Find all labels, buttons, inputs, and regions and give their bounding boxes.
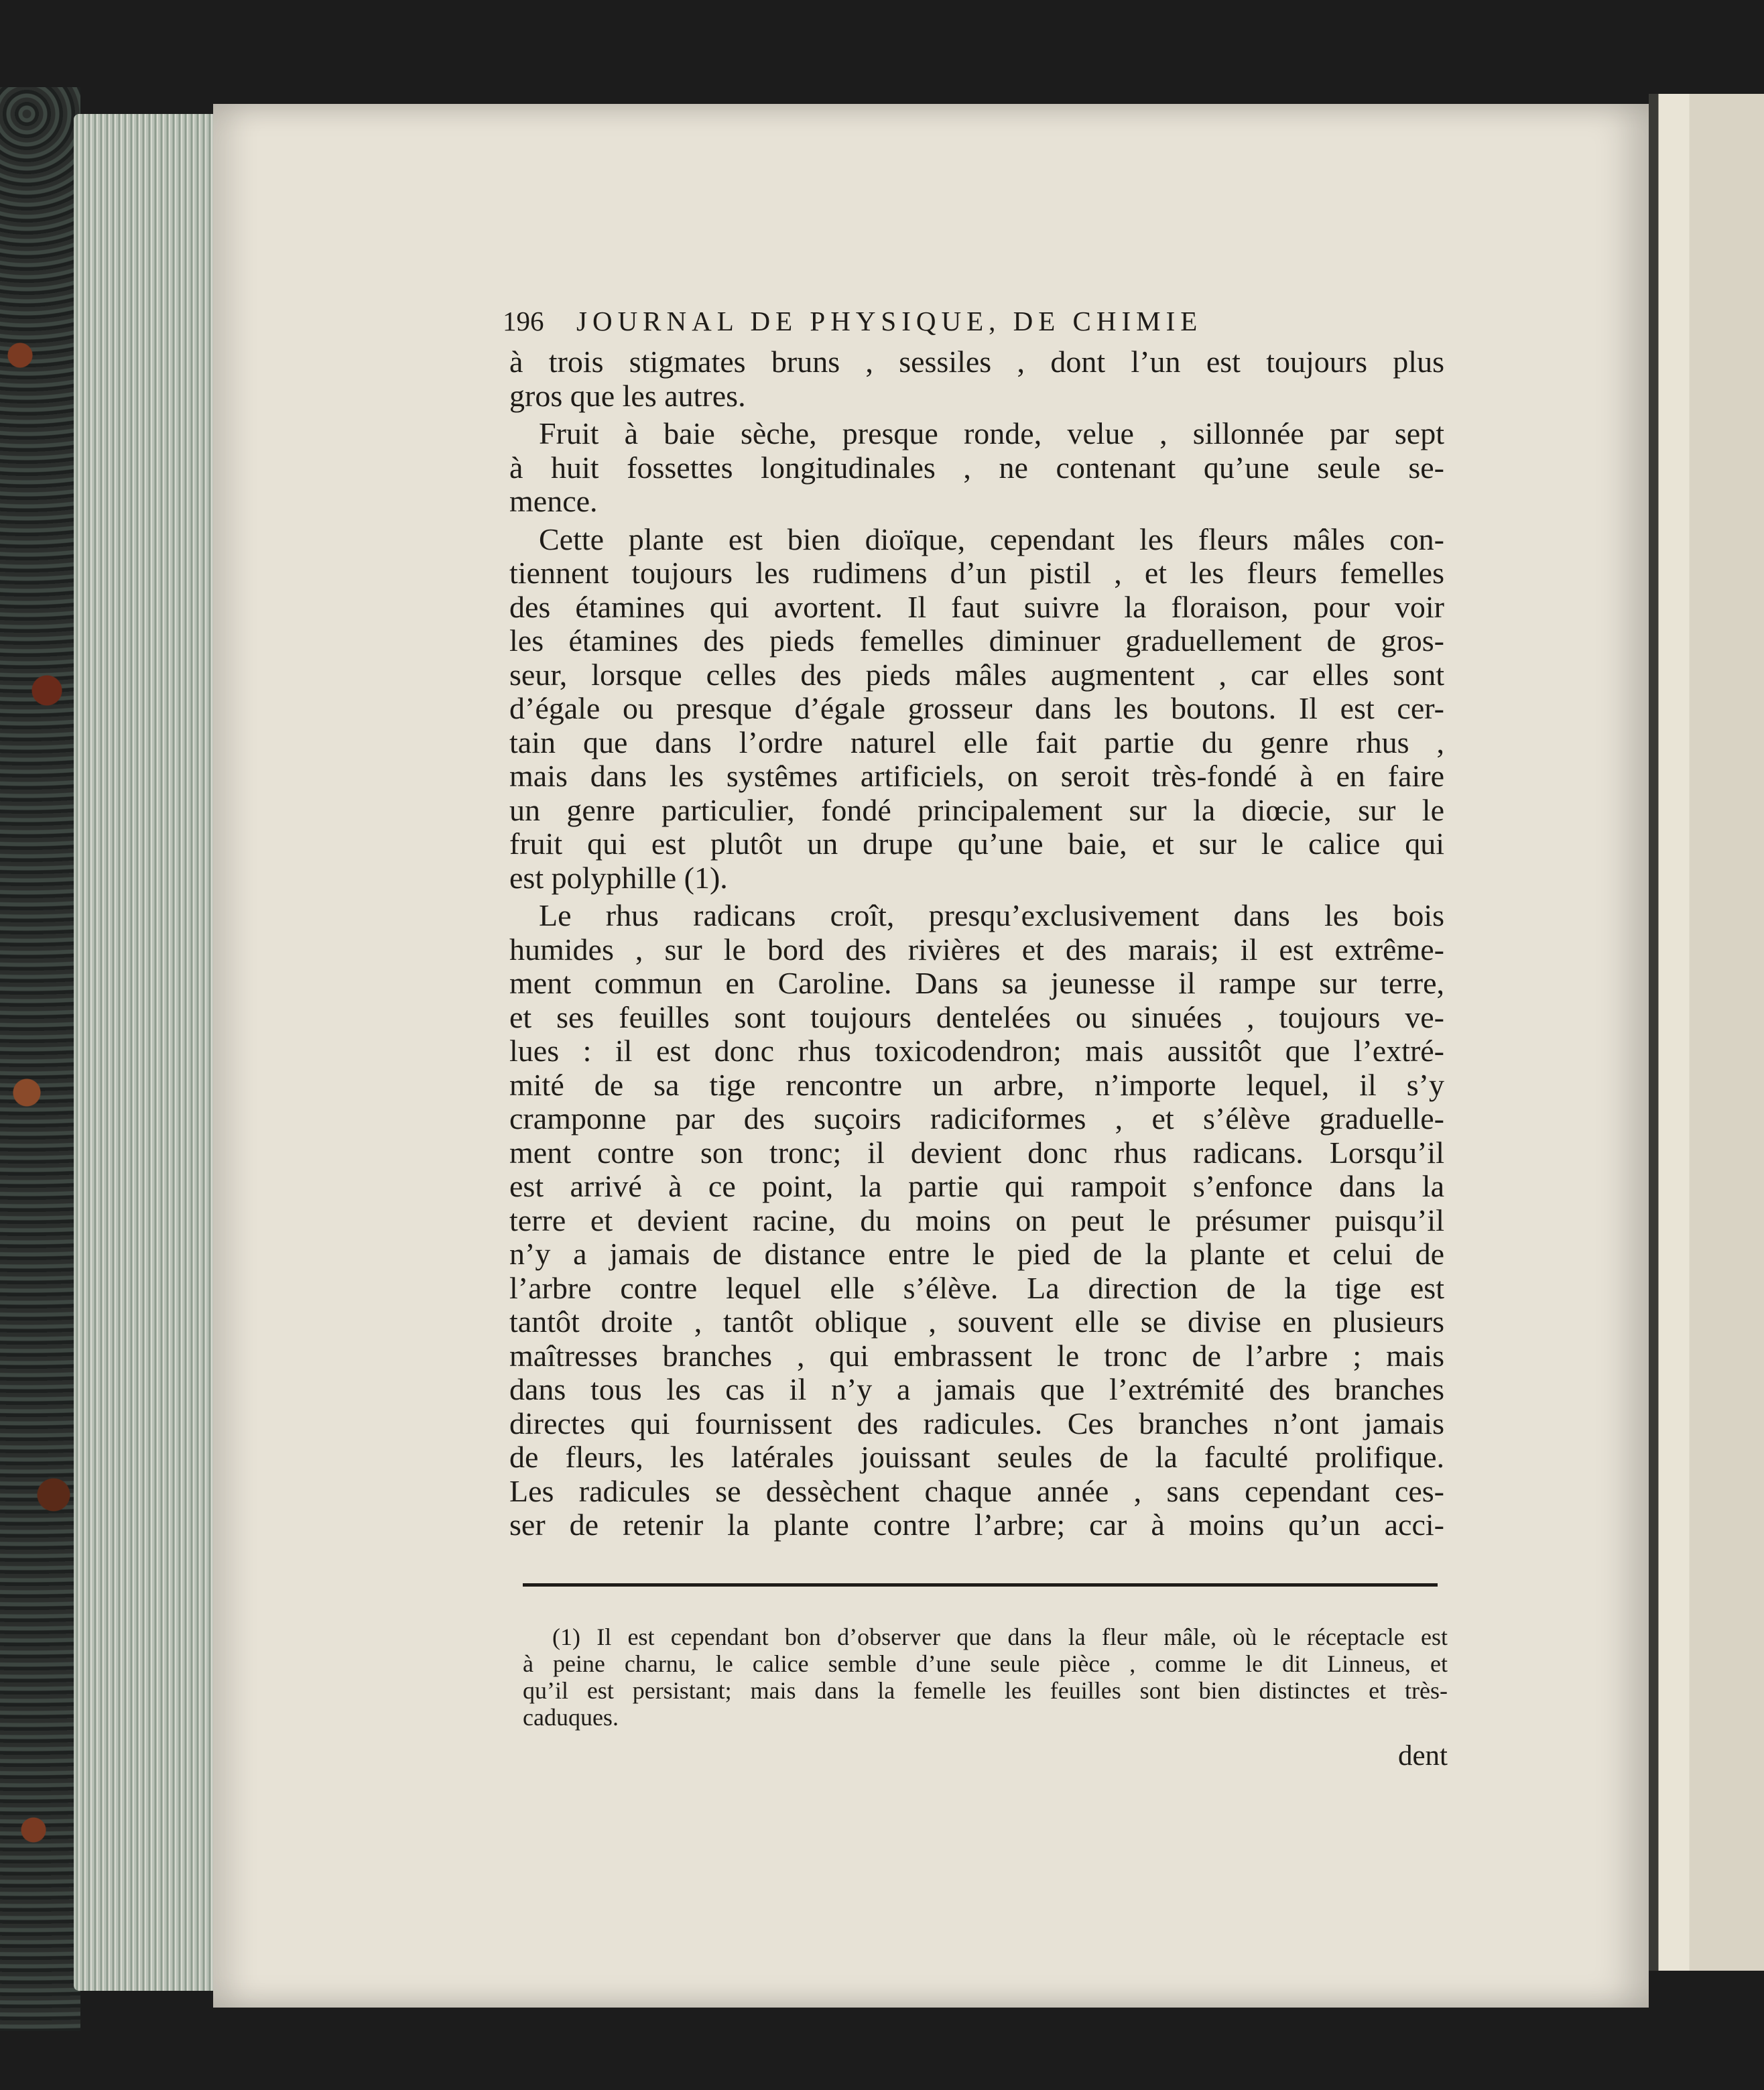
text-line: maîtresses branches , qui embrassent le tronc de l’arbre ; mais (509, 1338, 1444, 1373)
text-line: est arrivé à ce point, la partie qui rampoit s’enfonce dans la (509, 1169, 1444, 1203)
catchword: dent (1397, 1740, 1448, 1772)
page-edges-left (74, 114, 214, 1991)
footnote-line: à peine charnu, le calice semble d’une seule pièce , comme le dit Linneus, et (523, 1650, 1448, 1677)
text-line: fruit qui est plutôt un drupe qu’une baie, et sur le calice qui (509, 826, 1444, 861)
text-line: les étamines des pieds femelles diminuer graduellement de gros- (509, 623, 1444, 658)
text-line: terre et devient racine, du moins on peut le présumer puisqu’il (509, 1203, 1444, 1237)
text-line: à huit fossettes longitudinales , ne contenant qu’une seule se- (509, 450, 1444, 485)
text-line: à trois stigmates bruns , sessiles , dont l’un est toujours plus (509, 345, 1444, 379)
text-line: dans tous les cas il n’y a jamais que l’extrémité des branches (509, 1372, 1444, 1406)
text-line: est polyphille (1). (509, 860, 728, 895)
page-edges-right (1649, 94, 1764, 1971)
text-line: et ses feuilles sont toujours dentelées ou sinuées , toujours ve- (509, 999, 1444, 1034)
footnote-line: caduques. (523, 1704, 619, 1731)
text-line: Le rhus radicans croît, presqu’exclusivement dans les bois (539, 898, 1444, 932)
running-title: JOURNAL DE PHYSIQUE, DE CHIMIE (576, 306, 1203, 336)
text-line: n’y a jamais de distance entre le pied de la plante et celui de (509, 1237, 1444, 1271)
text-line: ser de retenir la plante contre l’arbre; car à moins qu’un acci- (509, 1508, 1444, 1542)
text-line: Fruit à baie sèche, presque ronde, velue , sillonnée par sept (539, 416, 1444, 450)
running-header (503, 305, 1320, 345)
text-line: Cette plante est bien dioïque, cependant les fleurs mâles con- (539, 521, 1444, 556)
text-line: Les radicules se dessèchent chaque année , sans cependant ces- (509, 1473, 1444, 1508)
text-line: directes qui fournissent des radicules. Ces branches n’ont jamais (509, 1406, 1444, 1440)
text-line: lues : il est donc rhus toxicodendron; mais aussitôt que l’extré- (509, 1034, 1444, 1068)
text-line: seur, lorsque celles des pieds mâles augmentent , car elles sont (509, 657, 1444, 692)
footnote-line: qu’il est persistant; mais dans la femelle les feuilles sont bien distinctes et très- (523, 1677, 1448, 1704)
footnote-rule (523, 1583, 1438, 1587)
text-line: de fleurs, les latérales jouissant seules de la faculté prolifique. (509, 1440, 1444, 1474)
text-line: mité de sa tige rencontre un arbre, n’importe lequel, il s’y (509, 1067, 1444, 1102)
text-line: un genre particulier, fondé principalement sur la diœcie, sur le (509, 792, 1444, 827)
text-line: tain que dans l’ordre naturel elle fait partie du genre rhus , (509, 725, 1444, 759)
text-line: ment commun en Caroline. Dans sa jeunesse il rampe sur terre, (509, 966, 1444, 1000)
text-line: ment contre son tronc; il devient donc rhus radicans. Lorsqu’il (509, 1135, 1444, 1170)
text-line: humides , sur le bord des rivières et des marais; il est extrême- (509, 932, 1444, 967)
text-line: mais dans les systêmes artificiels, on seroit très-fondé à en faire (509, 759, 1444, 793)
footnote (523, 1623, 1448, 1731)
text-line: tiennent toujours les rudimens d’un pistil , et les fleurs femelles (509, 556, 1444, 590)
text-line: mence. (509, 484, 598, 518)
text-line: l’arbre contre lequel elle s’élève. La direction de la tige est (509, 1270, 1444, 1305)
text-line: gros que les autres. (509, 378, 746, 413)
text-line: des étamines qui avortent. Il faut suivre la floraison, pour voir (509, 589, 1444, 624)
text-line: d’égale ou presque d’égale grosseur dans les boutons. Il est cer- (509, 691, 1444, 725)
text-line: cramponne par des suçoirs radiciformes , et s’élève graduelle- (509, 1101, 1444, 1135)
footnote-line: (1) Il est cependant bon d’observer que dans la fleur mâle, où le réceptacle est (552, 1623, 1448, 1650)
text-line: tantôt droite , tantôt oblique , souvent elle se divise en plusieurs (509, 1304, 1444, 1339)
body-text (509, 345, 1444, 1542)
book-cover (0, 87, 80, 2031)
page-number: 196 (503, 306, 544, 336)
